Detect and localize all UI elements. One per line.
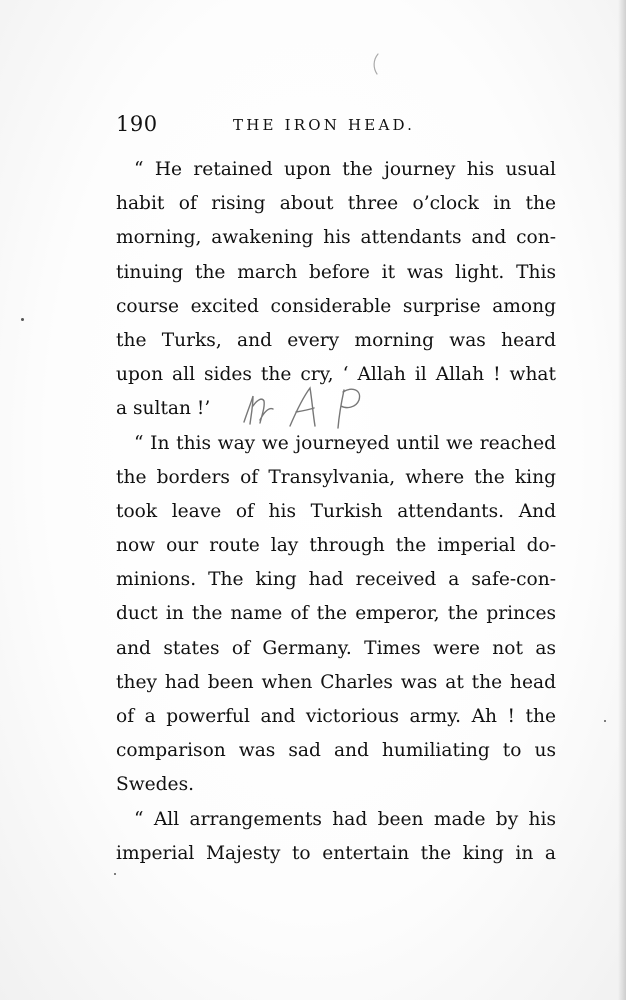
text-line: course excited considerable surprise among bbox=[116, 295, 556, 317]
text-line: “ All arrangements had been made by his bbox=[134, 808, 556, 830]
text-line: tinuing the march before it was light. This bbox=[116, 261, 556, 283]
text-line: of a powerful and victorious army. Ah ! the bbox=[116, 706, 556, 727]
text-line: they had been when Charles was at the head bbox=[116, 671, 556, 693]
text-line: the Turks, and every morning was heard bbox=[116, 329, 556, 351]
body-text bbox=[116, 153, 556, 871]
text-line: a sultan !’ bbox=[116, 398, 211, 420]
text-line: imperial Majesty to entertain the king in a bbox=[116, 842, 556, 864]
page-edge-shadow bbox=[618, 0, 626, 1000]
pencil-mark bbox=[370, 52, 384, 78]
text-line: took leave of his Turkish attendants. And bbox=[116, 500, 556, 522]
text-line: and states of Germany. Times were not as bbox=[116, 637, 556, 659]
text-line: morning, awakening his attendants and con- bbox=[116, 227, 556, 249]
text-line: upon all sides the cry, ‘ Allah il Allah ! what bbox=[116, 364, 556, 386]
text-line: now our route lay through the imperial do- bbox=[116, 535, 556, 557]
paper-speck bbox=[114, 873, 116, 875]
page-header bbox=[116, 112, 556, 142]
text-line: the borders of Transylvania, where the king bbox=[116, 466, 556, 488]
text-line: habit of rising about three o’clock in the bbox=[116, 193, 556, 215]
text-line: Swedes. bbox=[116, 774, 195, 796]
paper-speck bbox=[21, 318, 24, 321]
running-head: THE IRON HEAD. bbox=[233, 116, 416, 134]
text-line: duct in the name of the emperor, the princes bbox=[116, 603, 556, 625]
paper-speck bbox=[604, 720, 606, 722]
text-line: “ In this way we journeyed until we reached bbox=[134, 432, 556, 454]
page-number: 190 bbox=[116, 112, 158, 136]
handwritten-annotation bbox=[238, 382, 378, 432]
text-line: comparison was sad and humiliating to us bbox=[116, 740, 556, 762]
text-line: minions. The king had received a safe-con- bbox=[116, 569, 556, 591]
text-line: “ He retained upon the journey his usual bbox=[134, 159, 556, 180]
